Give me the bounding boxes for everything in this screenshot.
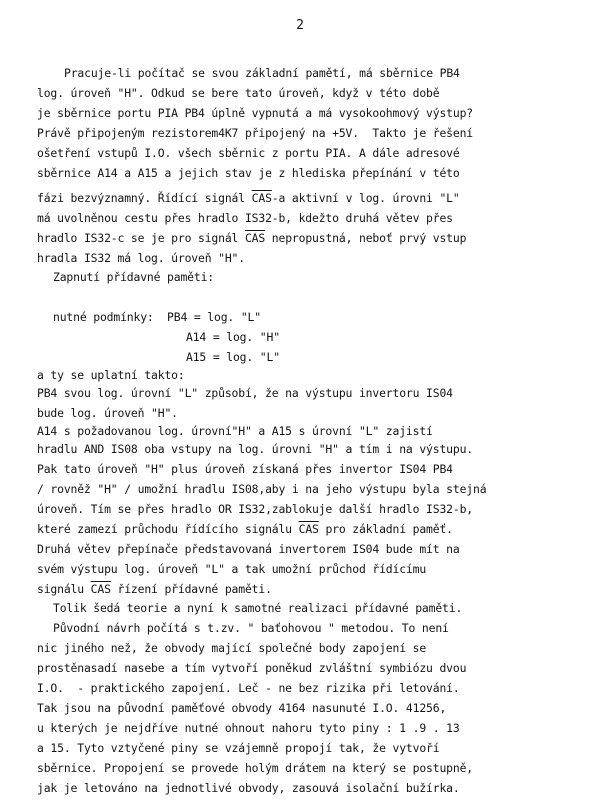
text-line xyxy=(37,681,460,695)
text-line-content: Pracuje-li počítač se svou základní pamětí, má sběrnice PB4 xyxy=(64,66,460,80)
text-line-content: hradlo IS32-c se je pro signál xyxy=(37,231,245,245)
text-line xyxy=(53,310,261,324)
text-line-content: ošetření vstupů I.O. všech sběrnic z portu PIA. A dále adresové xyxy=(37,146,460,160)
text-line xyxy=(37,781,460,795)
text-line-content: PB4 svou log. úrovní "L" způsobí, že na výstupu invertoru IS04 xyxy=(37,386,453,400)
text-line xyxy=(37,482,486,496)
text-line xyxy=(37,462,453,476)
text-line xyxy=(37,231,466,245)
text-line-content: které zamezí průchodu řídícího signálu xyxy=(37,522,299,536)
text-line xyxy=(37,406,178,420)
text-line xyxy=(64,66,460,80)
text-line-content: I.O. - praktického zapojení. Leč - ne bez rizika při letování. xyxy=(37,681,460,695)
text-line xyxy=(37,166,460,180)
text-line xyxy=(37,424,433,438)
text-line xyxy=(37,502,473,516)
text-line-content: / rovněž "H" / umožní hradlu IS08,aby i na jeho výstupu byla stejná xyxy=(37,482,487,496)
text-line-content: Druhá větev přepínače představovaná invertorem IS04 bude mít na xyxy=(37,542,460,556)
text-line xyxy=(37,191,460,205)
text-line-content: log. úroveň "H". Odkud se bere tato úroveň, když v této době xyxy=(37,86,440,100)
text-line xyxy=(37,251,245,265)
text-line-content: signálu xyxy=(37,582,91,596)
text-line-content: má uvolněnou cestu přes hradlo IS32-b, kdežto druhá větev přes xyxy=(37,211,453,225)
text-line xyxy=(37,106,473,120)
text-line-content: sběrnice. Propojení se provede holým drátem na který se postupně, xyxy=(37,761,474,775)
text-line-content: jak je letováno na jednotlivé obvody, zasouvá isolační bužírka. xyxy=(37,781,460,795)
text-line xyxy=(53,270,214,284)
text-line-content: A14 s požadovanou log. úrovní"H" a A15 s úrovní "L" zajistí xyxy=(37,424,433,438)
text-line-content: a ty se uplatní takto: xyxy=(37,368,185,382)
text-line-content: úroveň. Tím se přes hradlo OR IS32,zablokuje další hradlo IS32-b, xyxy=(37,502,474,516)
text-line xyxy=(37,522,453,536)
text-line-content: u kterých je nejdříve nutné ohnout nahoru tyto piny : 1 .9 . 13 xyxy=(37,721,460,735)
overlined-signal: $\overline{CAS}$ xyxy=(251,191,272,205)
overlined-signal: $\overline{CAS}$ xyxy=(90,582,111,596)
text-line xyxy=(186,350,280,364)
text-line-content: nic jiného než, že obvody mající společné body zapojení se xyxy=(37,641,427,655)
text-line xyxy=(37,761,473,775)
text-line xyxy=(53,601,462,615)
text-line-content: hradla IS32 má log. úroveň "H". xyxy=(37,251,245,265)
text-line-rest: nepropustná, neboť prvý vstup xyxy=(265,231,467,245)
text-line-rest: pro základní paměť. xyxy=(318,522,453,536)
text-line xyxy=(37,442,473,456)
text-line-content: Tak jsou na původní paměťové obvody 4164 nasunuté I.O. 41256, xyxy=(37,701,447,715)
text-line xyxy=(37,701,446,715)
text-line-rest: řízení přídavné paměti. xyxy=(110,582,272,596)
text-line xyxy=(37,582,272,596)
text-line xyxy=(37,386,453,400)
text-line xyxy=(37,661,466,675)
text-line-content: hradlu AND IS08 oba vstupy na log. úrovni "H" a tím i na výstupu. xyxy=(37,442,474,456)
text-line xyxy=(53,621,449,635)
text-line-content: Zapnutí přídavné paměti: xyxy=(53,270,214,284)
text-line xyxy=(37,641,426,655)
text-line-content: fázi bezvýznamný. Řídící signál xyxy=(37,191,252,205)
text-line-content: Právě připojeným rezistorem4K7 připojený na +5V. Takto je řešení xyxy=(37,126,474,140)
text-line xyxy=(37,211,453,225)
text-line xyxy=(37,86,439,100)
text-line xyxy=(37,562,426,576)
text-line-content: nutné podmínky: PB4 = log. "L" xyxy=(53,310,261,324)
text-line xyxy=(37,741,439,755)
text-line-content: A15 = log. "L" xyxy=(186,350,280,364)
overlined-signal: $\overline{CAS}$ xyxy=(298,522,319,536)
text-line-content: bude log. úroveň "H". xyxy=(37,406,178,420)
text-line-content: Původní návrh počítá s t.zv. " baťohovou " metodou. To není xyxy=(53,621,449,635)
text-line-rest: -a aktivní v log. úrovni "L" xyxy=(271,191,460,205)
text-line-content: je sběrnice portu PIA PB4 úplně vypnutá a má vysokoohmový výstup? xyxy=(37,106,474,120)
page-number: 2 xyxy=(296,18,304,33)
text-line-content: A14 = log. "H" xyxy=(186,330,280,344)
text-line xyxy=(186,330,280,344)
text-line xyxy=(37,146,460,160)
text-line-content: prostěnasadí nasebe a tím vytvoří poněkud zvláštní symbiózu dvou xyxy=(37,661,467,675)
text-line xyxy=(37,542,460,556)
text-line-content: sběrnice A14 a A15 a jejich stav je z hlediska přepínání v této xyxy=(37,166,460,180)
text-line-content: Tolik šedá teorie a nyní k samotné realizaci přídavné paměti. xyxy=(53,601,463,615)
text-line-content: a 15. Tyto vztyčené piny se vzájemně propojí tak, že vytvoří xyxy=(37,741,440,755)
text-line xyxy=(37,368,185,382)
text-line xyxy=(37,126,473,140)
overlined-signal: $\overline{CAS}$ xyxy=(244,231,266,245)
text-line-content: svém výstupu log. úroveň "L" a tak umožní průchod řídícímu xyxy=(37,562,427,576)
text-line-content: Pak tato úroveň "H" plus úroveň získaná přes invertor IS04 PB4 xyxy=(37,462,453,476)
text-line xyxy=(37,721,460,735)
